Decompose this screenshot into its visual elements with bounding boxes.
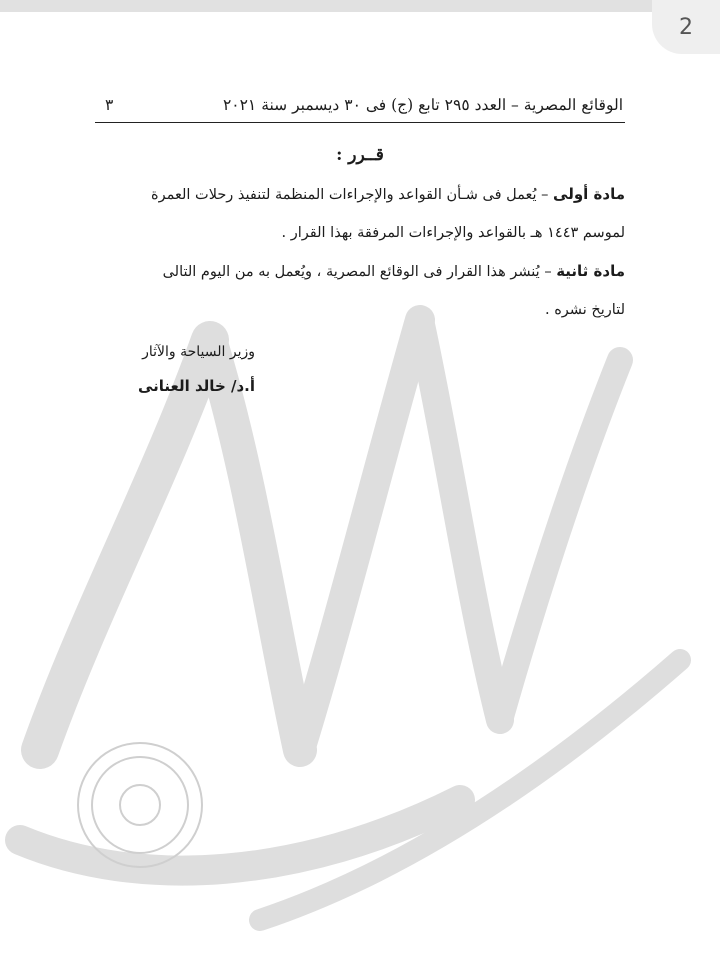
running-header [95,90,625,123]
article-2 [95,252,625,329]
signature-name: أ.د/ خالد العنانى [137,377,255,395]
document-body [95,90,625,403]
article-2-continuation: لتاريخ نشره . [544,302,625,318]
signature-title: وزير السياحة والآثار [142,344,255,360]
article-1-continuation: لموسم ١٤٤٣ هـ بالقواعد والإجراءات المرفقة بهذا القرار . [281,225,625,241]
top-scroll-bar [0,0,660,12]
article-2-lead: مادة ثانية [556,262,625,280]
signature-block [95,335,255,403]
article-1-text: – يُعمل فى شـأن القواعد والإجراءات المنظمة لتنفيذ رحلات العمرة [151,187,549,203]
watermark-seal [78,743,202,867]
page-number: 2 [679,14,693,40]
watermark-stroke-7 [260,660,680,920]
page-number-badge [652,0,720,54]
article-1-lead: مادة أولى [553,185,625,203]
running-header-text: الوقائع المصرية – العدد ٢٩٥ تابع (ج) فى ٣٠ ديسمبر سنة ٢٠٢١ [222,96,623,114]
watermark-stroke-6 [20,800,460,871]
article-2-text: – يُنشر هذا القرار فى الوقائع المصرية ، ويُعمل به من اليوم التالى [162,264,552,280]
running-header-page-number: ٣ [105,96,114,114]
watermark-stroke-5 [500,360,620,720]
decision-title: قــرر : [336,145,384,165]
article-1 [95,175,625,252]
